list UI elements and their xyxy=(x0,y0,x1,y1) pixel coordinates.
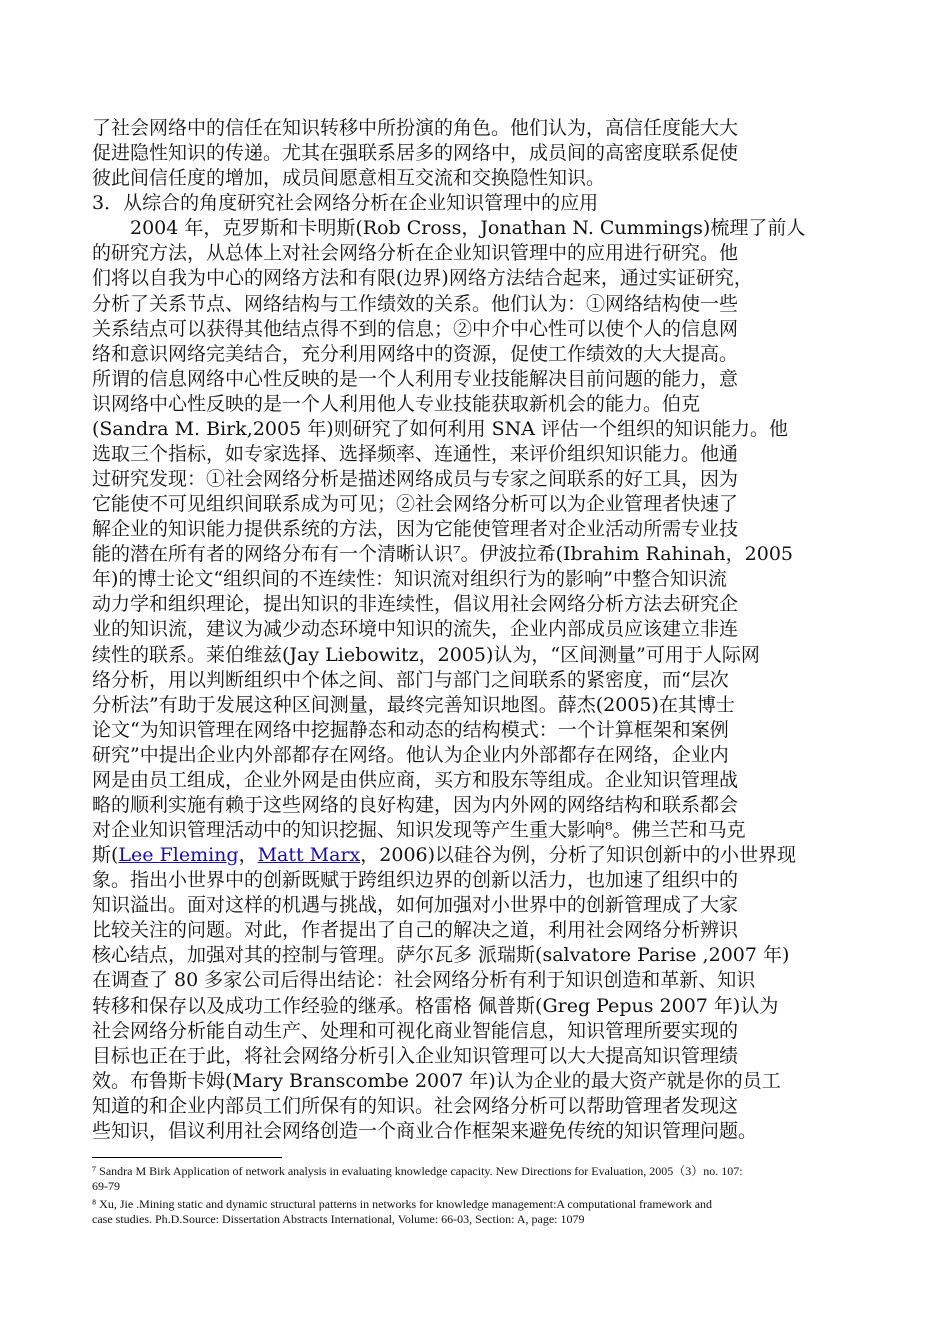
link-separator: ， xyxy=(238,844,258,866)
body-line: 过研究发现：①社会网络分析是描述网络成员与专家之间联系的好工具，因为 xyxy=(92,468,739,490)
footnote-line: ⁸ Xu, Jie .Mining static and dynamic structural patterns in networks for knowledge management:A computational framework and xyxy=(92,1197,713,1211)
body-line: 对企业知识管理活动中的知识挖掘、知识发现等产生重大影响⁸。佛兰芒和马克 xyxy=(92,819,746,841)
author-link-lee-fleming[interactable]: Lee Fleming xyxy=(118,844,239,866)
body-line: 3．从综合的角度研究社会网络分析在企业知识管理中的应用 xyxy=(92,192,599,215)
body-line: 社会网络分析能自动生产、处理和可视化商业智能信息，知识管理所要实现的 xyxy=(92,1019,739,1042)
body-line: 能的潜在所有者的网络分布有一个清晰认识⁷。伊波拉希(Ibrahim Rahinah，2005 xyxy=(92,543,794,566)
body-line: 研究”中提出企业内外部都存在网络。他认为企业内外部都存在网络，企业内 xyxy=(92,743,729,766)
body-line: 知道的和企业内部员工们所保有的知识。社会网络分析可以帮助管理者发现这 xyxy=(92,1094,739,1117)
author-link-matt-marx[interactable]: Matt Marx xyxy=(257,844,361,866)
body-line: 关系结点可以获得其他结点得不到的信息；②中介中心性可以使个人的信息网 xyxy=(92,317,739,340)
body-line: 转移和保存以及成功工作经验的继承。格雷格 佩普斯(Greg Pepus 2007 年)认为 xyxy=(92,994,779,1017)
body-line: 彼此间信任度的增加，成员间愿意相互交流和交换隐性知识。 xyxy=(92,167,606,190)
footnote-separator xyxy=(92,1157,282,1158)
footnote-line: ⁷ Sandra M Birk Application of network analysis in evaluating knowledge capacity. New Directions for Evaluation, 2005（3）no. 107: xyxy=(92,1164,743,1178)
body-line: 业的知识流，建议为减少动态环境中知识的流失，企业内部成员应该建立非连 xyxy=(92,618,739,641)
body-line: 促进隐性知识的传递。尤其在强联系居多的网络中，成员间的高密度联系促使 xyxy=(92,142,739,165)
body-line: 些知识，倡议利用社会网络创造一个商业合作框架来避免传统的知识管理问题。 xyxy=(92,1119,758,1142)
body-line: 选取三个指标，如专家选择、选择频率、连通性，来评价组织知识能力。他通 xyxy=(92,442,739,465)
body-line: 比较关注的问题。对此，作者提出了自己的解决之道，利用社会网络分析辨识 xyxy=(92,919,739,942)
body-line: 们将以自我为中心的网络方法和有限(边界)网络方法结合起来，通过实证研究， xyxy=(92,267,753,290)
body-line: 在调查了 80 多家公司后得出结论：社会网络分析有利于知识创造和革新、知识 xyxy=(92,969,756,992)
body-line: 络和意识网络完美结合，充分利用网络中的资源，促使工作绩效的大大提高。 xyxy=(92,342,739,365)
body-line: 效。布鲁斯卡姆(Mary Branscombe 2007 年)认为企业的最大资产就是你的员工 xyxy=(92,1069,781,1092)
body-line: 目标也正在于此，将社会网络分析引入企业知识管理可以大大提高知识管理绩 xyxy=(92,1044,739,1067)
body-line: 它能使不可见组织间联系成为可见；②社会网络分析可以为企业管理者快速了 xyxy=(92,493,739,516)
body-line: 核心结点，加强对其的控制与管理。萨尔瓦多 派瑞斯(salvatore Parise ,2007 年) xyxy=(92,944,790,967)
body-line: (Sandra M. Birk,2005 年)则研究了如何利用 SNA 评估一个组织的知识能力。他 xyxy=(92,417,789,440)
body-line: 识网络中心性反映的是一个人利用他人专业技能获取新机会的能力。伯克 xyxy=(92,392,701,415)
footnote-line: case studies. Ph.D.Source: Dissertation Abstracts International, Volume: 66-03, Section: A, page: 1079 xyxy=(92,1212,585,1226)
body-line: 网是由员工组成，企业外网是由供应商，买方和股东等组成。企业知识管理战 xyxy=(92,768,739,791)
footnote-line: 69-79 xyxy=(92,1179,120,1193)
link-line-prefix: 斯( xyxy=(92,844,119,866)
body-line: 年)的博士论文“组织间的不连续性：知识流对组织行为的影响”中整合知识流 xyxy=(92,568,727,591)
body-line: 论文“为知识管理在网络中挖掘静态和动态的结构模式：一个计算框架和案例 xyxy=(92,718,729,741)
body-line: 知识溢出。面对这样的机遇与挑战，如何加强对小世界中的创新管理成了大家 xyxy=(92,894,739,917)
body-line: 动力学和组织理论，提出知识的非连续性，倡议用社会网络分析方法去研究企 xyxy=(92,593,739,616)
body-line: 所谓的信息网络中心性反映的是一个人利用专业技能解决目前问题的能力，意 xyxy=(92,367,739,390)
body-line: 分析法”有助于发展这种区间测量，最终完善知识地图。薛杰(2005)在其博士 xyxy=(92,693,735,716)
body-line: 了社会网络中的信任在知识转移中所扮演的角色。他们认为，高信任度能大大 xyxy=(92,117,739,139)
body-line: 象。指出小世界中的创新既赋于跨组织边界的创新以活力，也加速了组织中的 xyxy=(92,869,739,892)
body-line: 络分析，用以判断组织中个体之间、部门与部门之间联系的紧密度，而“层次 xyxy=(92,668,729,691)
body-line: 的研究方法，从总体上对社会网络分析在企业知识管理中的应用进行研究。他 xyxy=(92,242,739,265)
body-line: 分析了关系节点、网络结构与工作绩效的关系。他们认为：①网络结构使一些 xyxy=(92,292,739,315)
body-line: 2004 年，克罗斯和卡明斯(Rob Cross，Jonathan N. Cummings)梳理了前人 xyxy=(92,217,806,240)
body-line: 续性的联系。莱伯维兹(Jay Liebowitz，2005)认为，“区间测量”可用于人际网 xyxy=(92,643,760,666)
link-line-suffix: ，2006)以硅谷为例，分析了知识创新中的小世界现 xyxy=(360,844,797,866)
body-line: 略的顺利实施有赖于这些网络的良好构建，因为内外网的网络结构和联系都会 xyxy=(92,793,739,816)
body-line-with-links xyxy=(92,843,796,867)
body-line: 解企业的知识能力提供系统的方法，因为它能使管理者对企业活动所需专业技 xyxy=(92,518,739,541)
